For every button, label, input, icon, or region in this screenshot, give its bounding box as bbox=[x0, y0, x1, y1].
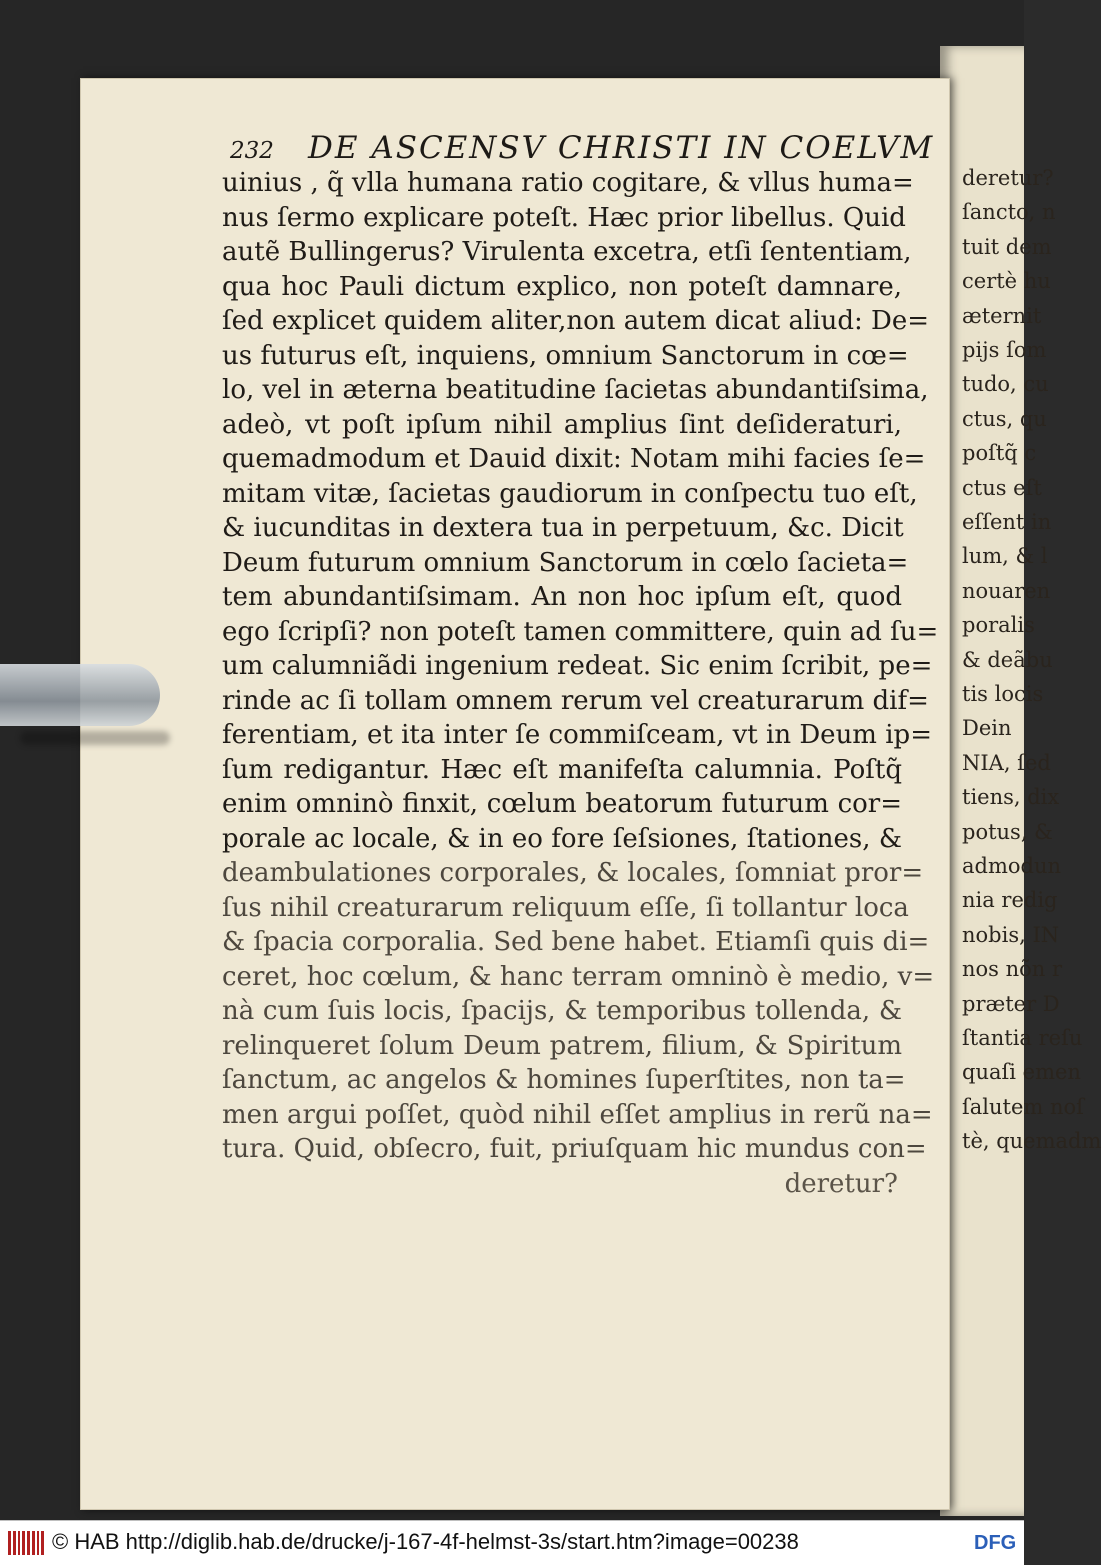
facing-page-line: ctus eſt bbox=[962, 475, 1042, 500]
facing-page-line: NIA, ſed bbox=[962, 750, 1051, 775]
text-line: us futurus eſt, inquiens, omnium Sanctorum in cœ= bbox=[222, 340, 909, 371]
page-clamp bbox=[0, 636, 190, 766]
facing-page-line: æternit bbox=[962, 303, 1042, 328]
text-line: porale ac locale, & in eo fore ſeſsiones, ſtationes, & bbox=[222, 823, 902, 854]
dfg-logo[interactable]: DFG bbox=[974, 1532, 1017, 1554]
facing-page-line: poſtq̃ c bbox=[962, 441, 1037, 466]
facing-page-line: Dein bbox=[962, 716, 1012, 741]
barcode-icon bbox=[8, 1531, 44, 1555]
ink-offset-decoration bbox=[230, 1196, 530, 1218]
text-line: ſus nihil creaturarum reliquum eſſe, ſi tollantur loca bbox=[222, 892, 909, 923]
facing-page-line: potus, & bbox=[962, 819, 1053, 844]
facing-page-line: nia redig bbox=[962, 888, 1058, 913]
facing-page-line: eſſent in bbox=[962, 510, 1052, 534]
facing-page-line: poralis bbox=[962, 613, 1035, 638]
text-line: ferentiam, et ita inter ſe commiſceam, vt in Deum ip= bbox=[222, 720, 932, 750]
text-line: autẽ Bullingerus? Virulenta excetra, etſi ſententiam, bbox=[222, 237, 912, 267]
text-line: enim omninò finxit, cœlum beatorum futurum cor= bbox=[222, 789, 902, 819]
footer-bar bbox=[0, 1520, 1024, 1565]
copyright-link[interactable]: © HAB http://diglib.hab.de/drucke/j-167-4f-helmst-3s/start.htm?image=00238 bbox=[52, 1529, 799, 1554]
text-line: ceret, hoc cœlum, & hanc terram omninò è medio, v= bbox=[222, 961, 935, 992]
book-page bbox=[80, 78, 950, 1510]
facing-page-line: ſalutem noſ bbox=[962, 1094, 1084, 1119]
text-line: uinius , q̃ vlla humana ratio cogitare, & vllus huma= bbox=[222, 168, 914, 198]
facing-page-line: præter D bbox=[962, 991, 1060, 1016]
text-line: tura. Quid, obſecro, fuit, priuſquam hic mundus con= bbox=[222, 1134, 927, 1164]
facing-page-line: nos nõn r bbox=[962, 957, 1063, 982]
facing-page-line: tudo, cu bbox=[962, 372, 1049, 397]
text-line: nà cum ſuis locis, ſpacijs, & temporibus tollenda, & bbox=[222, 996, 902, 1026]
text-line: ſanctum, ac angelos & homines ſuperſtites, non ta= bbox=[222, 1065, 906, 1095]
text-line: rinde ac ſi tollam omnem rerum vel creaturarum dif= bbox=[222, 685, 929, 716]
facing-page-line: ſtantia reſu bbox=[962, 1026, 1083, 1050]
text-line: qua hoc Pauli dictum explico, non poteſt damnare, bbox=[222, 271, 902, 302]
facing-page-line: quaſi emen bbox=[962, 1060, 1081, 1085]
text-line: relinqueret ſolum Deum patrem, filium, & Spiritum bbox=[222, 1030, 902, 1061]
facing-page-line: lum, & l bbox=[962, 544, 1048, 569]
text-line: Deum futurum omnium Sanctorum in cœlo ſacieta= bbox=[222, 547, 909, 578]
facing-page-line: deretur? bbox=[962, 166, 1054, 190]
catchword: deretur? bbox=[784, 1168, 898, 1199]
text-line: ſed explicet quidem aliter,non autem dicat aliud: De= bbox=[222, 306, 930, 336]
facing-page-line: nobis, IN bbox=[962, 922, 1060, 947]
text-line: men argui poſſet, quòd nihil eſſet amplius in rerũ na= bbox=[222, 1099, 933, 1130]
text-line: & ſpacia corporalia. Sed bene habet. Etiamſi quis di= bbox=[222, 927, 930, 957]
facing-page-fragment bbox=[940, 46, 1101, 1516]
text-line: ego ſcripſi? non poteſt tamen committere, quin ad ſu= bbox=[222, 616, 939, 647]
text-line: deambulationes corporales, & locales, ſomniat pror= bbox=[222, 858, 924, 888]
body-text bbox=[222, 166, 939, 1201]
text-line: quemadmodum et Dauid dixit: Notam mihi facies ſe= bbox=[222, 444, 926, 474]
text-line: adeò, vt poſt ipſum nihil amplius ſint deſideraturi, bbox=[222, 409, 902, 440]
facing-page-line: tè, quemadm bbox=[962, 1129, 1101, 1154]
facing-page-line: & deãbu bbox=[962, 647, 1053, 672]
facing-page-line: nouaren bbox=[962, 578, 1051, 603]
facing-page-line: ſancto, n bbox=[962, 200, 1056, 225]
facing-page-line: certè hu bbox=[962, 269, 1051, 294]
text-line: tem abundantiſsimam. An non hoc ipſum eſt, quod bbox=[222, 582, 902, 612]
page-header bbox=[230, 130, 950, 170]
text-line: & iucunditas in dextera tua in perpetuum, &c. Dicit bbox=[222, 513, 904, 543]
facing-page-line: tuit dem bbox=[962, 234, 1052, 259]
facing-page-line: tiens, dix bbox=[962, 785, 1060, 810]
facing-page-line: admodun bbox=[962, 854, 1062, 878]
facing-page-line: pijs ſom bbox=[962, 338, 1047, 362]
facing-page-line: tis locis bbox=[962, 682, 1044, 706]
text-line: nus ſermo explicare poteſt. Hæc prior libellus. Quid bbox=[222, 202, 906, 233]
text-line: lo, vel in æterna beatitudine ſacietas abundantiſsima, bbox=[222, 375, 929, 405]
text-line: um calumniãdi ingenium redeat. Sic enim ſcribit, pe= bbox=[222, 651, 933, 681]
text-line: mitam vitæ, ſacietas gaudiorum in conſpectu tuo eſt, bbox=[222, 478, 918, 509]
page-number: 232 bbox=[230, 138, 274, 164]
facing-page-line: ctus, qu bbox=[962, 406, 1047, 431]
text-line: ſum redigantur. Hæc eſt manifeſta calumnia. Poſtq̃ bbox=[222, 754, 902, 785]
running-title: DE ASCENSV CHRISTI IN COELVM bbox=[308, 130, 935, 166]
